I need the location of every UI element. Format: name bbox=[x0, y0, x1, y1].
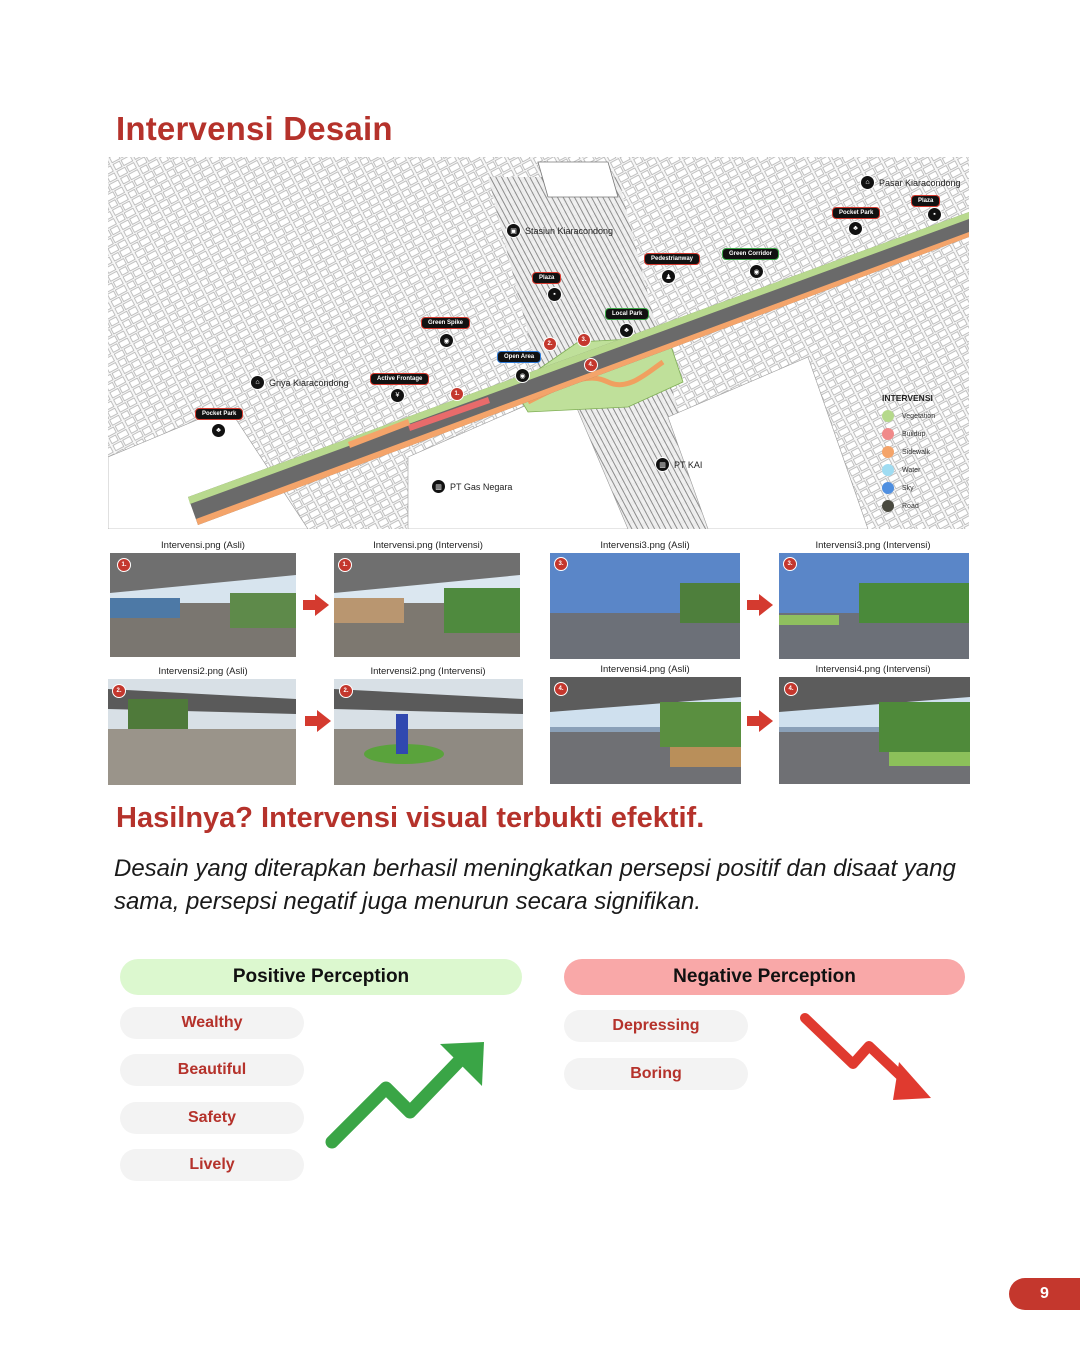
map-place-label: ▥ PT Gas Negara bbox=[431, 479, 512, 494]
legend-swatch bbox=[882, 482, 894, 494]
street-photo bbox=[108, 679, 296, 785]
legend-swatch bbox=[882, 500, 894, 512]
page-title: Intervensi Desain bbox=[116, 110, 393, 147]
factory-icon: ▥ bbox=[431, 479, 446, 494]
map-tag: Pocket Park bbox=[832, 207, 880, 219]
camera-icon: ◉ bbox=[515, 368, 530, 383]
result-heading: Hasilnya? Intervensi visual terbukti efektif. bbox=[116, 802, 705, 834]
arrow-right-icon bbox=[747, 594, 773, 616]
street-photo bbox=[110, 553, 296, 657]
factory-icon: ▥ bbox=[655, 457, 670, 472]
arrow-right-icon bbox=[747, 710, 773, 732]
street-photo bbox=[779, 553, 969, 659]
negative-item: Depressing bbox=[564, 1010, 748, 1042]
photo-caption: Intervensi2.png (Asli) bbox=[158, 666, 248, 677]
map-tag: Local Park bbox=[605, 308, 649, 320]
map-tag: Active Frontage bbox=[370, 373, 429, 385]
building-icon: ⌂ bbox=[860, 175, 875, 190]
photo-caption: Intervensi.png (Asli) bbox=[161, 540, 245, 551]
tree-icon: ♣ bbox=[211, 423, 226, 438]
positive-item: Safety bbox=[120, 1102, 304, 1134]
legend-title: INTERVENSI bbox=[882, 393, 933, 403]
photo-number-badge: 2. bbox=[112, 684, 126, 698]
negative-perception-header: Negative Perception bbox=[564, 959, 965, 995]
bag-icon: ▪ bbox=[547, 287, 562, 302]
legend-item: Sky bbox=[882, 479, 966, 497]
legend-item: Road bbox=[882, 497, 966, 515]
positive-item: Lively bbox=[120, 1149, 304, 1181]
photo-number-badge: 4. bbox=[554, 682, 568, 696]
page-number: 9 bbox=[1009, 1278, 1080, 1310]
site-map bbox=[108, 157, 969, 529]
map-marker-number: 2. bbox=[543, 337, 557, 351]
legend-item: Sidewalk bbox=[882, 443, 966, 461]
photo-caption: Intervensi4.png (Asli) bbox=[600, 664, 690, 675]
photo-scene bbox=[334, 553, 520, 657]
map-marker-number: 3. bbox=[577, 333, 591, 347]
positive-perception-header: Positive Perception bbox=[120, 959, 522, 995]
map-place-label: ⌂ Pasar Kiaracondong bbox=[860, 175, 961, 190]
photo-caption: Intervensi2.png (Intervensi) bbox=[370, 666, 486, 677]
positive-item: Wealthy bbox=[120, 1007, 304, 1039]
tree-icon: ♣ bbox=[619, 323, 634, 338]
map-tag: Plaza bbox=[532, 272, 561, 284]
street-photo bbox=[550, 677, 741, 784]
trend-up-arrow-icon bbox=[322, 1036, 492, 1152]
photo-scene bbox=[550, 553, 740, 659]
map-tag: Pocket Park bbox=[195, 408, 243, 420]
camera-icon: ◉ bbox=[749, 264, 764, 279]
result-lead: Desain yang diterapkan berhasil meningkatkan persepsi positif dan disaat yang sama, persepsi negatif juga menurun secara signifikan. bbox=[114, 855, 956, 915]
legend-item: Vegetation bbox=[882, 407, 966, 425]
photo-number-badge: 2. bbox=[339, 684, 353, 698]
map-tag: Green Corridor bbox=[722, 248, 779, 260]
legend-item: Water bbox=[882, 461, 966, 479]
map-marker-number: 1. bbox=[450, 387, 464, 401]
bag-icon: ▪ bbox=[927, 207, 942, 222]
fork-knife-icon: ¥ bbox=[390, 388, 405, 403]
positive-item: Beautiful bbox=[120, 1054, 304, 1086]
map-tag: Pedestrianway bbox=[644, 253, 700, 265]
photo-caption: Intervensi.png (Intervensi) bbox=[373, 540, 483, 551]
map-legend bbox=[882, 393, 966, 515]
photo-caption: Intervensi4.png (Intervensi) bbox=[815, 664, 931, 675]
map-place-label: ⌂ Griya Kiaracondong bbox=[250, 375, 349, 390]
map-tag: Plaza bbox=[911, 195, 940, 207]
trend-down-arrow-icon bbox=[795, 1008, 940, 1108]
arrow-right-icon bbox=[303, 594, 329, 616]
arrow-right-icon bbox=[305, 710, 331, 732]
legend-swatch bbox=[882, 464, 894, 476]
camera-icon: ◉ bbox=[439, 333, 454, 348]
map-tag: Open Area bbox=[497, 351, 541, 363]
street-photo bbox=[334, 679, 523, 785]
map-place-label: ▥ PT KAI bbox=[655, 457, 702, 472]
street-photo bbox=[550, 553, 740, 659]
walk-icon: ♟ bbox=[661, 269, 676, 284]
tree-icon: ♣ bbox=[848, 221, 863, 236]
photo-scene bbox=[110, 553, 296, 657]
photo-scene bbox=[779, 677, 970, 784]
map-marker-number: 4. bbox=[584, 358, 598, 372]
building-icon: ⌂ bbox=[250, 375, 265, 390]
map-place-label: ▣ Stasiun Kiaracondong bbox=[506, 223, 613, 238]
map-tag: Green Spike bbox=[421, 317, 470, 329]
photo-scene bbox=[334, 679, 523, 785]
photo-number-badge: 1. bbox=[117, 558, 131, 572]
legend-swatch bbox=[882, 428, 894, 440]
photo-scene bbox=[779, 553, 969, 659]
street-photo bbox=[334, 553, 520, 657]
legend-swatch bbox=[882, 446, 894, 458]
train-icon: ▣ bbox=[506, 223, 521, 238]
photo-number-badge: 4. bbox=[784, 682, 798, 696]
photo-scene bbox=[108, 679, 296, 785]
photo-caption: Intervensi3.png (Intervensi) bbox=[815, 540, 931, 551]
photo-scene bbox=[550, 677, 741, 784]
street-photo bbox=[779, 677, 970, 784]
negative-item: Boring bbox=[564, 1058, 748, 1090]
photo-number-badge: 3. bbox=[554, 557, 568, 571]
photo-caption: Intervensi3.png (Asli) bbox=[600, 540, 690, 551]
legend-item: Buildup bbox=[882, 425, 966, 443]
photo-number-badge: 3. bbox=[783, 557, 797, 571]
legend-swatch bbox=[882, 410, 894, 422]
photo-number-badge: 1. bbox=[338, 558, 352, 572]
